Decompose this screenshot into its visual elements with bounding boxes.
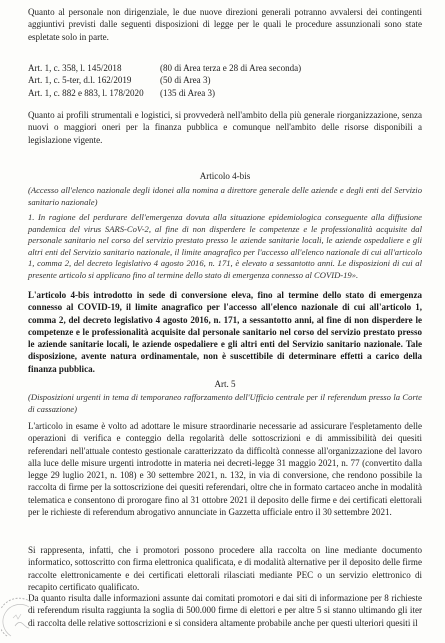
reference-law: Art. 1, c. 358, l. 145/2018 [28, 63, 122, 73]
reference-row [28, 87, 422, 99]
article-4bis-text: 1. In ragione del perdurare dell'emergenza dovuta alla situazione epidemiologica conseguente alla diffusione pandemica del virus SARS-CoV-2, al fine di non disperdere le competenze e le professionalità acquisite dal personale sanitario nel corso del servizio prestato presso le aziende sanitarie locali, le aziende ospedaliere e gli altri enti del Servizio sanitario nazionale, il limite anagrafico per l'accesso all'elenco nazionale di cui all'articolo 1, comma 2, del decreto legislativo 4 agosto 2016, n. 171, è elevato a sessantotto anni. Le disposizioni di cui al presente articolo si applicano fino al termine dello stato di emergenza connesso al COVID-19». [28, 212, 422, 280]
article-5-subtitle: (Disposizioni urgenti in tema di temporaneo rafforzamento dell'Ufficio centrale per il referendum presso la Corte di cassazione) [28, 392, 422, 414]
article-5-title: Art. 5 [214, 379, 236, 389]
article-4bis-subtitle: (Accesso all'elenco nazionale degli idonei alla nomina a direttore generale delle aziende e degli enti del Servizio sanitario nazionale) [28, 185, 422, 207]
reference-row [28, 62, 422, 74]
references-list [28, 62, 422, 99]
reference-law: Art. 1, c. 882 e 883, l. 178/2020 [28, 87, 144, 98]
article-5-paragraph-1: L'articolo in esame è volto ad adottare le misure straordinarie necessarie ad assicurare l'espletamento delle operazioni di verifica e conteggio della regolarità delle sottoscrizioni e di ammissibilità dei quesiti referendari nell'attuale contesto gestionale caratterizzato da difficoltà connesse all'organizzazione del lavoro alla luce delle misure urgenti introdotte in materia nei decreti-legge 31 maggio 2021, n. 77 (convertito dalla legge 29 luglio 2021, n. 108) e 30 settembre 2021, n. 132, in via di conversione, che rendono possibile la raccolta di firme per la sottoscrizione dei quesiti referendari, oltre che in formato cartaceo anche in modalità telematica e consentono di prorogare fino al 31 ottobre 2021 il deposito delle firme e dei certificati elettorali per le richieste di referendum abrogativo annunciate in Gazzetta ufficiale entro il 30 settembre 2021. [28, 421, 422, 518]
article-4bis-title: Articolo 4-bis [199, 171, 251, 181]
reference-note: (80 di Area terza e 28 di Area seconda) [160, 63, 302, 73]
reference-law: Art. 1, c. 5-ter, d.l. 162/2019 [28, 75, 132, 86]
article-5-paragraph-2: Si rappresenta, infatti, che i promotori possono procedere alla raccolta on line mediante documento informatico, sottoscritto con firma elettronica qualificata, e di modalità alternative per il deposito delle firme raccolte elettronicamente e dei certificati elettorali rilasciati mediante PEC o un servizio elettronico di recapito certificato qualificato. [28, 545, 422, 592]
intro-paragraph: Quanto al personale non dirigenziale, le due nuove direzioni generali potranno avvalersi dei contingenti aggiuntivi previsti dalle seguenti disposizioni di legge per le quali le procedure assunzionali sono state espletate solo in parte. [28, 7, 422, 42]
reference-note: (50 di Area 3) [160, 75, 211, 86]
reference-row [28, 74, 422, 86]
profiles-paragraph: Quanto ai profili strumentali e logistici, si provvederà nell'ambito della più generale riorganizzazione, senza nuovi o maggiori oneri per la finanza pubblica e comunque nell'ambito delle risorse disponibili a legislazione vigente. [28, 110, 422, 145]
article-5-paragraph-3: Da quanto risulta dalle informazioni assunte dai comitati promotori e dai siti di informazione per 8 richieste di referendum risulta raggiunta la soglia di 500.000 firme di elettori e per altre 5 si stanno ultimando gli iter di raccolta delle relative sottoscrizioni e si considera altamente probabile anche per questi ulteriori quesiti il [28, 593, 422, 628]
stamp-seal-icon [1, 596, 47, 642]
reference-note: (135 di Area 3) [160, 87, 216, 98]
article-4bis-summary: L'articolo 4-bis introdotto in sede di conversione eleva, fino al termine dello stato di emergenza connesso al COVID-19, il limite anagrafico per l'accesso all'elenco nazionale di cui all'articolo 1, comma 2, del decreto legislativo 4 agosto 2016, n. 171, a sessantotto anni, al fine di non disperdere le competenze e le professionalità acquisite dal personale sanitario nel corso del servizio prestato presso le aziende sanitarie locali, le aziende ospedaliere e gli altri enti del Servizio sanitario nazionale. Tale disposizione, avente natura ordinamentale, non è suscettibile di determinare effetti a carico della finanza pubblica. [28, 290, 422, 374]
